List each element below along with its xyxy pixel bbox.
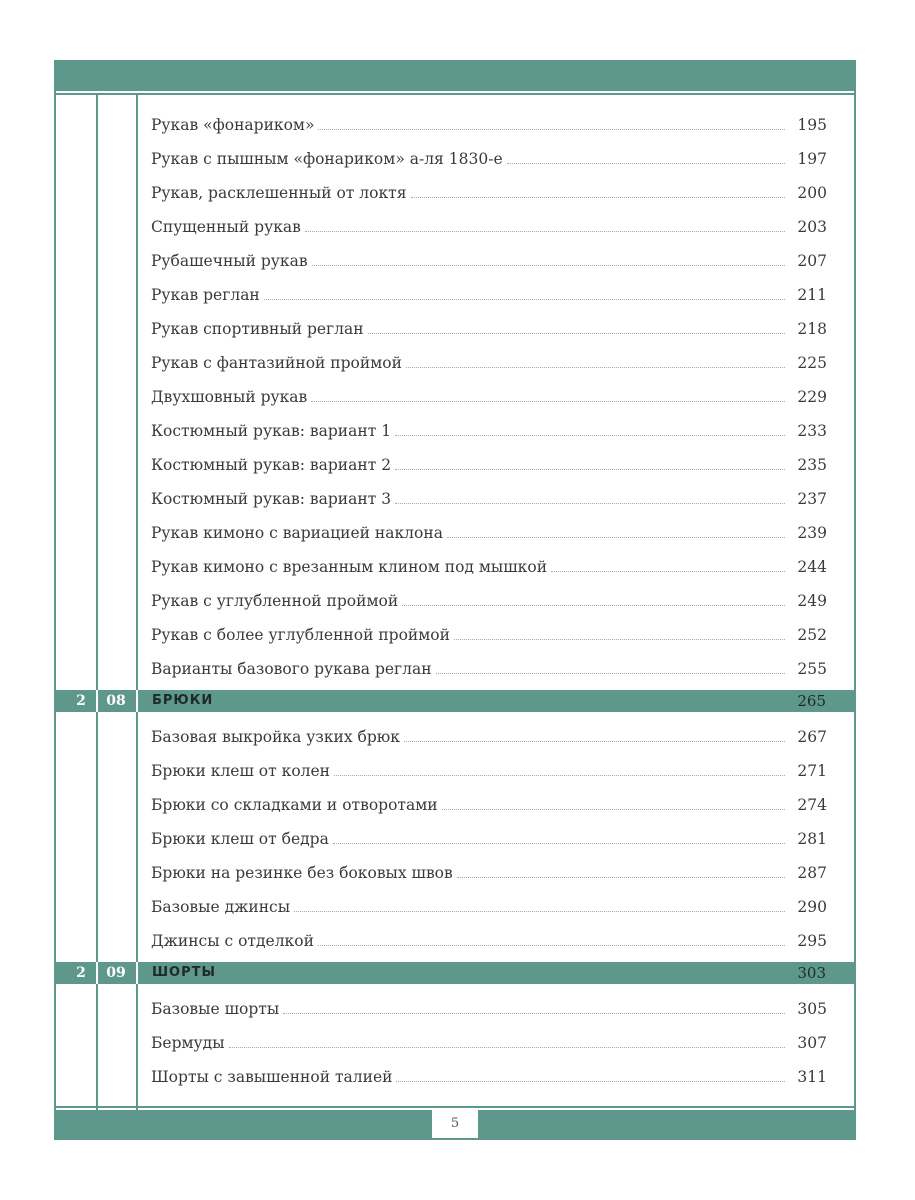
toc-entry[interactable] <box>151 555 827 577</box>
toc-entry-page: 239 <box>797 524 827 542</box>
toc-entry-title: Рукав кимоно с вариацией наклона <box>151 524 443 542</box>
dot-leader <box>318 945 786 946</box>
toc-entry-title: Джинсы с отделкой <box>151 932 314 950</box>
toc-entry[interactable] <box>151 521 827 543</box>
toc-entry-page: 203 <box>797 218 827 236</box>
dot-leader <box>305 231 786 232</box>
top-bar <box>56 62 854 91</box>
toc-frame <box>54 60 856 1140</box>
toc-entry[interactable] <box>151 1065 827 1087</box>
toc-entry-title: Брюки на резинке без боковых швов <box>151 864 453 882</box>
toc-entry-page: 197 <box>797 150 827 168</box>
dot-leader <box>411 197 786 198</box>
chapter-header-shorts[interactable] <box>56 962 854 984</box>
toc-entry-page: 235 <box>797 456 827 474</box>
toc-entry-page: 267 <box>797 728 827 746</box>
toc-entry-title: Варианты базового рукава реглан <box>151 660 432 678</box>
chapter-number: 09 <box>106 965 126 981</box>
dot-leader <box>396 1081 785 1082</box>
toc-entry[interactable] <box>151 385 827 407</box>
toc-entry[interactable] <box>151 997 827 1019</box>
bottom-rule <box>56 1106 854 1108</box>
toc-entry-page: 229 <box>797 388 827 406</box>
toc-entry[interactable] <box>151 895 827 917</box>
toc-entry-title: Брюки со складками и отворотами <box>151 796 438 814</box>
toc-entry[interactable] <box>151 725 827 747</box>
toc-entry[interactable] <box>151 793 827 815</box>
dot-leader <box>436 673 786 674</box>
toc-entry-page: 244 <box>797 558 827 576</box>
dot-leader <box>368 333 786 334</box>
toc-entry-title: Рукав реглан <box>151 286 260 304</box>
toc-entry-page: 218 <box>797 320 827 338</box>
dot-leader <box>333 843 786 844</box>
toc-entry[interactable] <box>151 147 827 169</box>
toc-entry-page: 200 <box>797 184 827 202</box>
toc-entry-page: 274 <box>797 796 827 814</box>
toc-entry[interactable] <box>151 453 827 475</box>
toc-entry[interactable] <box>151 113 827 135</box>
toc-entry-title: Рукав с пышным «фонариком» а-ля 1830-е <box>151 150 503 168</box>
dot-leader <box>442 809 786 810</box>
toc-entry-title: Рукав с более углубленной проймой <box>151 626 450 644</box>
column-line-2 <box>136 95 138 690</box>
toc-entry-title: Брюки клеш от колен <box>151 762 330 780</box>
toc-entry[interactable] <box>151 283 827 305</box>
dot-leader <box>457 877 786 878</box>
toc-entry[interactable] <box>151 589 827 611</box>
toc-entry-title: Базовая выкройка узких брюк <box>151 728 400 746</box>
dot-leader <box>395 503 785 504</box>
dot-leader <box>318 129 785 130</box>
toc-entry-title: Бермуды <box>151 1034 225 1052</box>
toc-entry[interactable] <box>151 759 827 781</box>
dot-leader <box>402 605 785 606</box>
toc-entry-page: 195 <box>797 116 827 134</box>
toc-entry-page: 271 <box>797 762 827 780</box>
toc-entry-page: 249 <box>797 592 827 610</box>
dot-leader <box>264 299 786 300</box>
toc-entry[interactable] <box>151 215 827 237</box>
toc-entry-title: Брюки клеш от бедра <box>151 830 329 848</box>
column-line-1c <box>96 984 98 1110</box>
toc-entry-page: 252 <box>797 626 827 644</box>
toc-entry-title: Костюмный рукав: вариант 3 <box>151 490 392 508</box>
dot-leader <box>454 639 785 640</box>
toc-entry[interactable] <box>151 623 827 645</box>
toc-entry-title: Базовые шорты <box>151 1000 280 1018</box>
dot-leader <box>447 537 785 538</box>
column-line-2c <box>136 984 138 1110</box>
chapter-page: 303 <box>797 964 826 982</box>
toc-entry-page: 207 <box>797 252 827 270</box>
toc-entry[interactable] <box>151 419 827 441</box>
column-line-1b <box>96 712 98 962</box>
toc-entry-page: 281 <box>797 830 827 848</box>
toc-entry-title: Рукав, расклешенный от локтя <box>151 184 407 202</box>
chapter-title: БРЮКИ <box>152 693 214 708</box>
toc-entry-title: Базовые джинсы <box>151 898 291 916</box>
toc-entry[interactable] <box>151 249 827 271</box>
column-line-2b <box>136 712 138 962</box>
toc-entry-title: Рукав с фантазийной проймой <box>151 354 402 372</box>
toc-entry-title: Костюмный рукав: вариант 2 <box>151 456 392 474</box>
dot-leader <box>551 571 785 572</box>
page-number: 5 <box>430 1110 480 1138</box>
toc-entry[interactable] <box>151 487 827 509</box>
dot-leader <box>395 435 785 436</box>
toc-entry-title: Рукав с углубленной проймой <box>151 592 399 610</box>
toc-entry[interactable] <box>151 1031 827 1053</box>
dot-leader <box>312 265 786 266</box>
toc-entry-page: 307 <box>797 1034 827 1052</box>
dot-leader <box>294 911 785 912</box>
toc-entry-page: 287 <box>797 864 827 882</box>
dot-leader <box>334 775 785 776</box>
chapter-part-number: 2 <box>76 693 86 709</box>
toc-entry[interactable] <box>151 929 827 951</box>
toc-entry-title: Шорты с завышенной талией <box>151 1068 393 1086</box>
dot-leader <box>406 367 785 368</box>
toc-entry-title: Рукав кимоно с врезанным клином под мышкой <box>151 558 548 576</box>
toc-entry[interactable] <box>151 351 827 373</box>
chapter-page: 265 <box>797 692 826 710</box>
dot-leader <box>229 1047 786 1048</box>
toc-entry-page: 225 <box>797 354 827 372</box>
toc-entry[interactable] <box>151 657 827 679</box>
chapter-title: ШОРТЫ <box>152 965 216 980</box>
toc-entry[interactable] <box>151 317 827 339</box>
toc-entry-title: Рукав спортивный реглан <box>151 320 364 338</box>
toc-entry-title: Спущенный рукав <box>151 218 301 236</box>
chapter-number: 08 <box>106 693 126 709</box>
toc-entry-page: 211 <box>797 286 827 304</box>
dot-leader <box>507 163 786 164</box>
dot-leader <box>404 741 785 742</box>
toc-entry-title: Двухшовный рукав <box>151 388 308 406</box>
chapter-header-trousers[interactable] <box>56 690 854 712</box>
toc-entry-page: 237 <box>797 490 827 508</box>
toc-entry[interactable] <box>151 181 827 203</box>
toc-entry-page: 295 <box>797 932 827 950</box>
toc-entry-page: 290 <box>797 898 827 916</box>
toc-entry-title: Костюмный рукав: вариант 1 <box>151 422 392 440</box>
toc-entry-page: 255 <box>797 660 827 678</box>
toc-entry[interactable] <box>151 861 827 883</box>
toc-entry-page: 305 <box>797 1000 827 1018</box>
dot-leader <box>395 469 785 470</box>
top-rule <box>56 93 854 95</box>
column-line-1 <box>96 95 98 690</box>
dot-leader <box>311 401 785 402</box>
toc-entry-title: Рукав «фонариком» <box>151 116 315 134</box>
toc-entry-page: 233 <box>797 422 827 440</box>
toc-entry-title: Рубашечный рукав <box>151 252 308 270</box>
dot-leader <box>283 1013 785 1014</box>
toc-entry-page: 311 <box>797 1068 827 1086</box>
toc-entry[interactable] <box>151 827 827 849</box>
chapter-part-number: 2 <box>76 965 86 981</box>
